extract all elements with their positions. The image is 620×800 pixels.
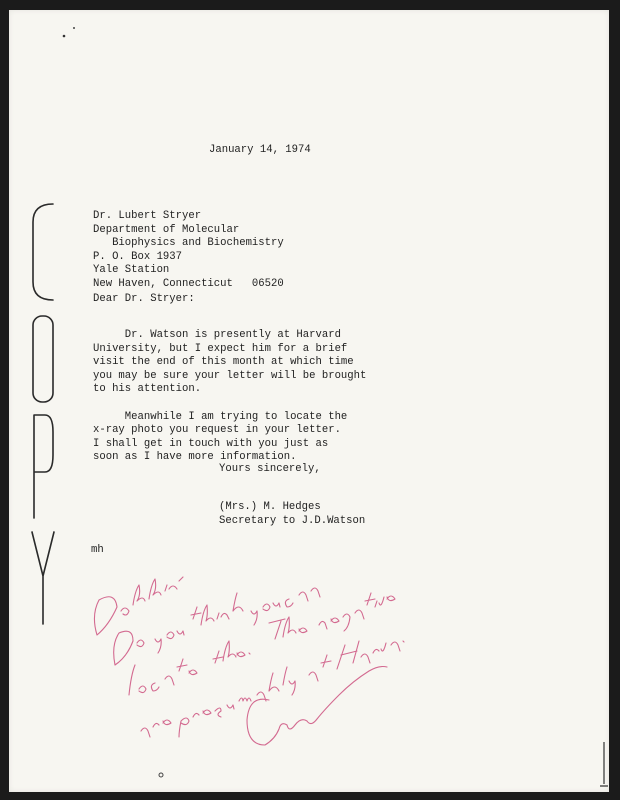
body-line: I shall get in touch with you just as (93, 437, 329, 450)
body-line: University, but I expect him for a brief (93, 342, 348, 355)
handwritten-note (69, 545, 409, 765)
letter-page (9, 10, 609, 792)
letter-date: January 14, 1974 (209, 144, 311, 156)
body-line: visit the end of this month at which time (93, 356, 354, 369)
signature-title: Secretary to J.D.Watson (219, 514, 366, 527)
body-line: x-ray photo you request in your letter. (93, 424, 341, 437)
closing: Yours sincerely, (219, 463, 321, 475)
salutation: Dear Dr. Stryer: (93, 293, 195, 305)
body-line: to his attention. (93, 383, 202, 396)
bottom-mark (156, 770, 166, 780)
recipient-address (93, 210, 284, 292)
address-line: New Haven, Connecticut 06520 (93, 277, 284, 290)
body-line: you may be sure your letter will be brought (93, 369, 367, 382)
address-line: Dr. Lubert Stryer (93, 210, 202, 222)
corner-dot-marks (61, 25, 81, 39)
signature-block (219, 501, 365, 528)
address-line: Yale Station (93, 264, 170, 277)
signature-name: (Mrs.) M. Hedges (219, 501, 321, 513)
typist-initials: mh (91, 544, 104, 556)
body-line: Meanwhile I am trying to locate the (93, 410, 348, 423)
address-line: Biophysics and Biochemistry (93, 237, 284, 250)
body-line: soon as I have more information. (93, 451, 297, 464)
letter-body (93, 329, 366, 465)
copy-stamp (29, 200, 57, 630)
address-line: Department of Molecular (93, 223, 240, 236)
body-line: Dr. Watson is presently at Harvard (93, 329, 341, 341)
address-line: P. O. Box 1937 (93, 250, 183, 263)
edge-mark (597, 740, 609, 792)
